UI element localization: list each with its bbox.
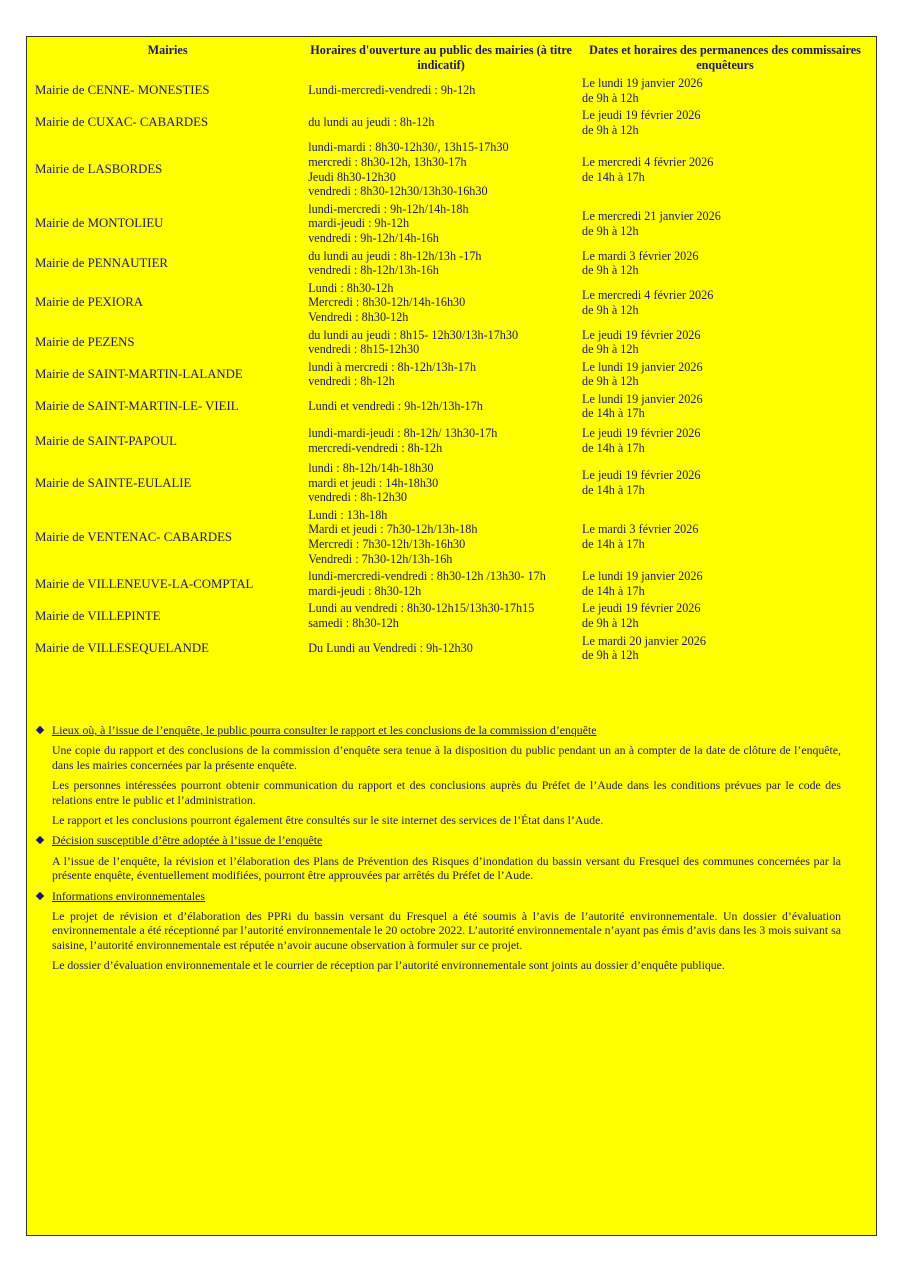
section-paragraph: Les personnes intéressées pourront obtenir communication du rapport et des conclusions auprès du Préfet de l’Aude dans les conditions prévues par le code des relations entre le public et l’administration. — [52, 778, 841, 807]
permanence-date — [578, 201, 872, 248]
permanence-date — [578, 327, 872, 359]
permanence-line: Le jeudi 19 février 2026 — [582, 468, 701, 483]
opening-hours-line: vendredi : 8h15-12h30 — [308, 342, 420, 357]
section-title: Lieux où, à l’issue de l’enquête, le public pourra consulter le rapport et les conclusions de la commission d’enquête — [52, 723, 597, 737]
opening-hours-line: lundi-mardi-jeudi : 8h-12h/ 13h30-17h — [308, 426, 498, 441]
permanence-line: de 9h à 12h — [582, 122, 639, 137]
permanence-line: Le mardi 20 janvier 2026 — [582, 633, 706, 648]
mairie-name: Mairie de CENNE- MONESTIES — [35, 83, 210, 98]
opening-hours — [304, 75, 578, 107]
permanence-date — [578, 600, 872, 632]
opening-hours-line: Du Lundi au Vendredi : 9h-12h30 — [308, 640, 473, 655]
permanence-date — [578, 507, 872, 568]
permanence-date — [578, 139, 872, 200]
opening-hours-line: mardi-jeudi : 9h-12h — [308, 216, 410, 231]
mairie-name: Mairie de VILLEPINTE — [35, 608, 161, 623]
permanence-line: de 14h à 17h — [582, 583, 645, 598]
permanence-line: de 9h à 12h — [582, 648, 639, 663]
opening-hours-line: du lundi au jeudi : 8h-12h — [308, 115, 435, 130]
opening-hours-line: samedi : 8h30-12h — [308, 616, 399, 630]
diamond-bullet-icon — [36, 891, 44, 899]
opening-hours-line: vendredi : 8h30-12h30/13h30-16h30 — [308, 184, 488, 199]
opening-hours-line: lundi-mercredi : 9h-12h/14h-18h — [308, 201, 469, 216]
permanence-line: Le jeudi 19 février 2026 — [582, 108, 701, 123]
table-row — [31, 460, 872, 507]
opening-hours-line: Jeudi 8h30-12h30 — [308, 169, 396, 184]
table-body — [31, 75, 872, 665]
section-paragraph: Le dossier d’évaluation environnementale et le courrier de réception par l’autorité environnementale sont joints au dossier d’enquête publique. — [52, 958, 725, 973]
permanence-line: de 9h à 12h — [582, 342, 639, 357]
permanence-line: Le jeudi 19 février 2026 — [582, 426, 701, 441]
section-paragraph: Le rapport et les conclusions pourront également être consultés sur le site internet des services de l’État dans l’Aude. — [52, 813, 604, 828]
header-permanences: Dates et horaires des permanences des commissaires enquêteurs — [589, 43, 861, 72]
opening-hours-line: du lundi au jeudi : 8h15- 12h30/13h-17h30 — [308, 327, 519, 342]
mairie-name: Mairie de SAINT-PAPOUL — [35, 433, 177, 448]
opening-hours-line: vendredi : 9h-12h/14h-16h — [308, 230, 439, 245]
opening-hours-line: vendredi : 8h-12h30 — [308, 490, 408, 505]
header-horaires: Horaires d'ouverture au public des mairies (à titre indicatif) — [310, 43, 572, 72]
notes-section — [35, 889, 841, 973]
table-row — [31, 568, 872, 600]
table-row — [31, 600, 872, 632]
opening-hours — [304, 391, 578, 423]
permanence-line: Le mardi 3 février 2026 — [582, 248, 699, 263]
opening-hours — [304, 423, 578, 460]
opening-hours — [304, 568, 578, 600]
table-row — [31, 423, 872, 460]
opening-hours — [304, 201, 578, 248]
opening-hours-line: vendredi : 8h-12h/13h-16h — [308, 263, 439, 278]
opening-hours — [304, 139, 578, 200]
opening-hours — [304, 327, 578, 359]
permanence-line: de 14h à 17h — [582, 482, 645, 497]
permanence-line: Le jeudi 19 février 2026 — [582, 327, 701, 342]
permanence-line: Le mercredi 4 février 2026 — [582, 154, 714, 169]
mairie-name: Mairie de LASBORDES — [35, 162, 163, 177]
section-heading — [35, 833, 841, 847]
table-row — [31, 359, 872, 391]
opening-hours-line: Vendredi : 8h30-12h — [308, 309, 409, 324]
opening-hours-line: Lundi-mercredi-vendredi : 9h-12h — [308, 83, 476, 98]
opening-hours-line: Lundi : 13h-18h — [308, 507, 388, 522]
table-row — [31, 327, 872, 359]
notes-section — [35, 723, 841, 827]
opening-hours-line: Mardi et jeudi : 7h30-12h/13h-18h — [308, 522, 478, 537]
opening-hours-line: Lundi et vendredi : 9h-12h/13h-17h — [308, 399, 483, 414]
section-paragraph: A l’issue de l’enquête, la révision et l’élaboration des Plans de Prévention des Risques d’inondation du bassin versant du Fresquel des communes concernées par la présente enquête, éventuellement modifiées, pourront être approuvées par arrêtés du Préfet de l’Aude. — [52, 853, 841, 883]
permanence-date — [578, 568, 872, 600]
permanence-line: Le lundi 19 janvier 2026 — [582, 359, 703, 374]
permanence-date — [578, 75, 872, 107]
section-title: Décision susceptible d’être adoptée à l’issue de l’enquête — [52, 833, 323, 848]
section-paragraph: Une copie du rapport et des conclusions de la commission d’enquête sera tenue à la disposition du public pendant un an à compter de la date de clôture de l’enquête, dans les mairies concernées par la présente enquête. — [52, 743, 841, 772]
section-paragraph: Le projet de révision et d’élaboration des PPRi du bassin versant du Fresquel a été soumis à l’avis de l’autorité environnementale. Un dossier d’évaluation environnementale a été réceptionné par l’autorité environnementale le 20 octobre 2022. L’autorité environnementale n’ayant pas émis d’avis dans les 3 mois suivant sa saisine, l’autorité environnementale est réputée n’avoir aucune observation à formuler sur ce projet. — [52, 909, 841, 952]
opening-hours — [304, 633, 578, 665]
table-row — [31, 139, 872, 200]
table-row — [31, 507, 872, 568]
permanence-line: Le lundi 19 janvier 2026 — [582, 76, 703, 90]
diamond-bullet-icon — [36, 836, 44, 844]
permanence-line: Le mercredi 4 février 2026 — [582, 288, 714, 303]
opening-hours-line: lundi-mardi : 8h30-12h30/, 13h15-17h30 — [308, 140, 509, 155]
permanence-date — [578, 391, 872, 423]
permanence-line: de 14h à 17h — [582, 169, 645, 184]
mairie-name: Mairie de MONTOLIEU — [35, 216, 164, 231]
section-heading — [35, 889, 841, 903]
permanence-line: de 9h à 12h — [582, 263, 639, 278]
mairie-name: Mairie de VILLENEUVE-LA-COMPTAL — [35, 576, 254, 591]
opening-hours-line: lundi à mercredi : 8h-12h/13h-17h — [308, 359, 477, 374]
opening-hours — [304, 359, 578, 391]
table-row — [31, 280, 872, 327]
permanence-date — [578, 633, 872, 665]
permanence-line: de 9h à 12h — [582, 90, 639, 105]
permanence-line: Le mercredi 21 janvier 2026 — [582, 209, 721, 224]
opening-hours-line: mardi et jeudi : 14h-18h30 — [308, 475, 439, 490]
opening-hours-line: Vendredi : 7h30-12h/13h-16h — [308, 551, 453, 566]
mairies-schedule-table — [31, 41, 872, 665]
permanence-line: de 9h à 12h — [582, 374, 639, 389]
notes-sections — [35, 723, 841, 979]
opening-hours-line: mardi-jeudi : 8h30-12h — [308, 583, 422, 598]
mairie-name: Mairie de PENNAUTIER — [35, 255, 168, 270]
opening-hours-line: vendredi : 8h-12h — [308, 374, 395, 389]
document-sheet — [26, 36, 877, 1236]
opening-hours — [304, 507, 578, 568]
permanence-line: Le jeudi 19 février 2026 — [582, 601, 701, 616]
opening-hours — [304, 460, 578, 507]
mairie-name: Mairie de PEXIORA — [35, 295, 144, 310]
table-header-row — [31, 41, 872, 75]
table-row — [31, 248, 872, 280]
mairie-name: Mairie de VENTENAC- CABARDES — [35, 529, 233, 544]
opening-hours-line: lundi-mercredi-vendredi : 8h30-12h /13h30- 17h — [308, 569, 546, 584]
opening-hours-line: Lundi : 8h30-12h — [308, 280, 394, 295]
table-row — [31, 107, 872, 139]
opening-hours-line: Mercredi : 7h30-12h/13h-16h30 — [308, 537, 466, 552]
permanence-line: Le lundi 19 janvier 2026 — [582, 391, 703, 406]
opening-hours — [304, 248, 578, 280]
mairie-name: Mairie de SAINT-MARTIN-LE- VIEIL — [35, 399, 239, 414]
permanence-date — [578, 280, 872, 327]
opening-hours — [304, 600, 578, 632]
opening-hours-line: Mercredi : 8h30-12h/14h-16h30 — [308, 295, 466, 310]
section-heading — [35, 723, 841, 737]
table-row — [31, 201, 872, 248]
opening-hours — [304, 107, 578, 139]
permanence-date — [578, 423, 872, 460]
diamond-bullet-icon — [36, 726, 44, 734]
table-row — [31, 633, 872, 665]
opening-hours-line: du lundi au jeudi : 8h-12h/13h -17h — [308, 248, 482, 263]
permanence-date — [578, 359, 872, 391]
opening-hours-line: lundi : 8h-12h/14h-18h30 — [308, 461, 434, 476]
table-row — [31, 75, 872, 107]
mairie-name: Mairie de PEZENS — [35, 334, 135, 349]
opening-hours-line: Lundi au vendredi : 8h30-12h15/13h30-17h15 — [308, 601, 535, 616]
permanence-line: de 14h à 17h — [582, 441, 645, 456]
permanence-line: de 9h à 12h — [582, 616, 639, 630]
opening-hours-line: mercredi : 8h30-12h, 13h30-17h — [308, 154, 467, 169]
opening-hours — [304, 280, 578, 327]
permanence-line: de 9h à 12h — [582, 302, 639, 317]
permanence-line: Le mardi 3 février 2026 — [582, 522, 699, 537]
table-row — [31, 391, 872, 423]
permanence-date — [578, 460, 872, 507]
section-title: Informations environnementales — [52, 888, 205, 903]
permanence-line: de 9h à 12h — [582, 223, 639, 238]
permanence-line: de 14h à 17h — [582, 406, 645, 421]
header-mairies: Mairies — [147, 43, 188, 57]
permanence-line: de 14h à 17h — [582, 537, 645, 552]
permanence-date — [578, 107, 872, 139]
mairie-name: Mairie de SAINT-MARTIN-LALANDE — [35, 366, 243, 381]
mairie-name: Mairie de CUXAC- CABARDES — [35, 115, 209, 130]
permanence-date — [578, 248, 872, 280]
mairie-name: Mairie de SAINTE-EULALIE — [35, 475, 192, 490]
mairie-name: Mairie de VILLESEQUELANDE — [35, 640, 209, 655]
notes-section — [35, 833, 841, 882]
opening-hours-line: mercredi-vendredi : 8h-12h — [308, 441, 443, 456]
permanence-line: Le lundi 19 janvier 2026 — [582, 569, 703, 584]
